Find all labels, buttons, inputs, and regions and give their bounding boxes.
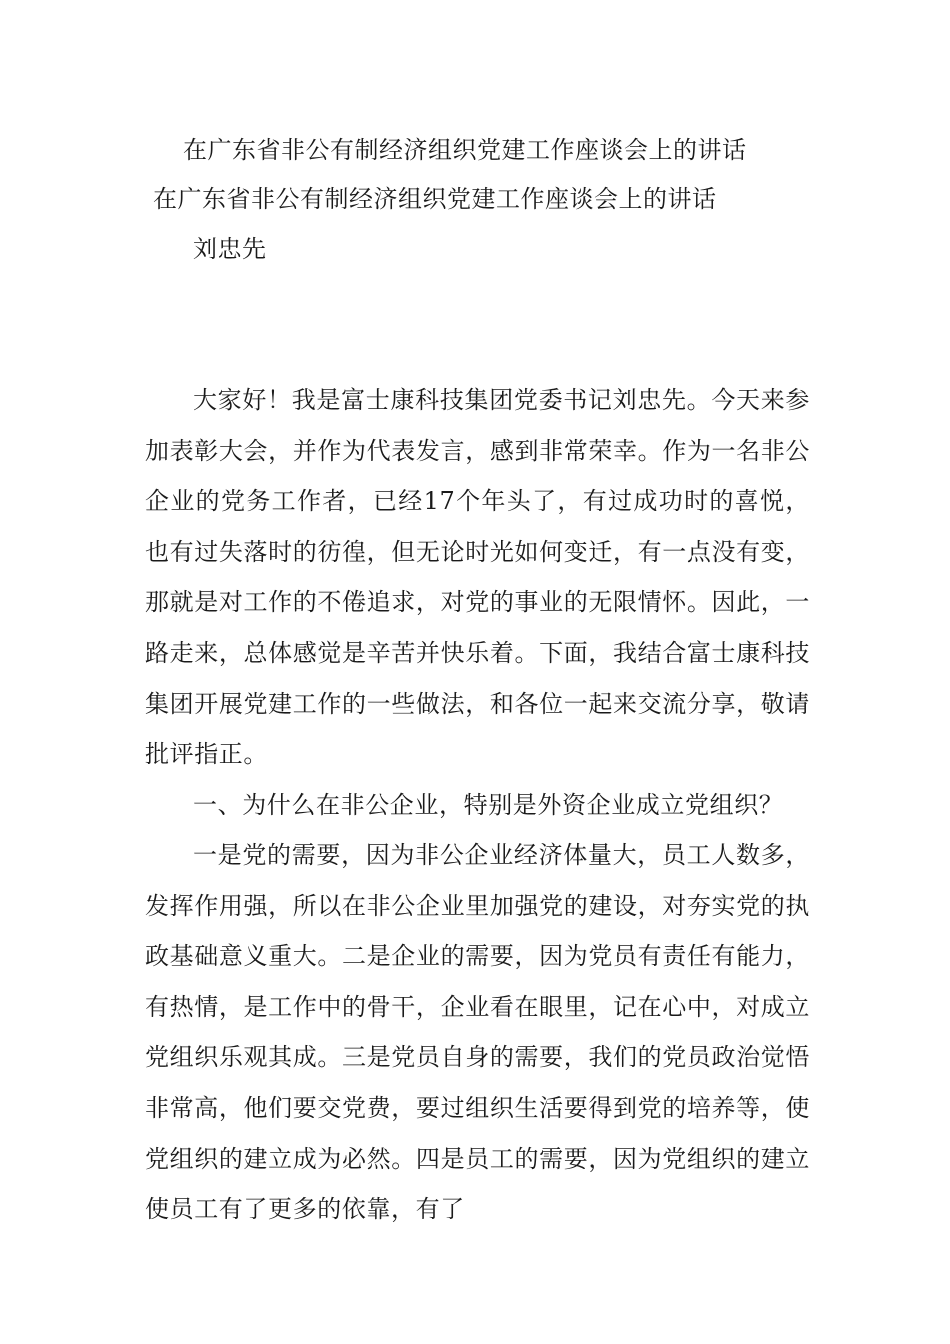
- document-author: 刘忠先: [193, 235, 267, 263]
- document-title-line-2: 在广东省非公有制经济组织党建工作座谈会上的讲话: [153, 185, 717, 213]
- paragraph-section-1: 一是党的需要，因为非公企业经济体量大，员工人数多，发挥作用强，所以在非公企业里加强党的建设，对夯实党的执政基础意义重大。二是企业的需要，因为党员有责任有能力，有热情，是工作中的骨干，企业看在眼里，记在心中，对成立党组织乐观其成。三是党员自身的需要，我们的党员政治觉悟非常高，他们要交党费，要过组织生活要得到党的培养等，使党组织的建立成为必然。四是员工的需要，因为党组织的建立使员工有了更多的依靠，有了: [145, 841, 810, 1224]
- section-heading-1: 一、为什么在非公企业，特别是外资企业成立党组织？: [193, 791, 784, 819]
- document-title-line-1: 在广东省非公有制经济组织党建工作座谈会上的讲话: [183, 136, 747, 164]
- paragraph-opening: 大家好！我是富士康科技集团党委书记刘忠先。今天来参加表彰大会，并作为代表发言，感到非常荣幸。作为一名非公企业的党务工作者，已经17个年头了，有过成功时的喜悦，也有过失落时的彷徨，但无论时光如何变迁，有一点没有变，那就是对工作的不倦追求，对党的事业的无限情怀。因此，一路走来，总体感觉是辛苦并快乐着。下面，我结合富士康科技集团开展党建工作的一些做法，和各位一起来交流分享，敬请批评指正。: [145, 386, 810, 769]
